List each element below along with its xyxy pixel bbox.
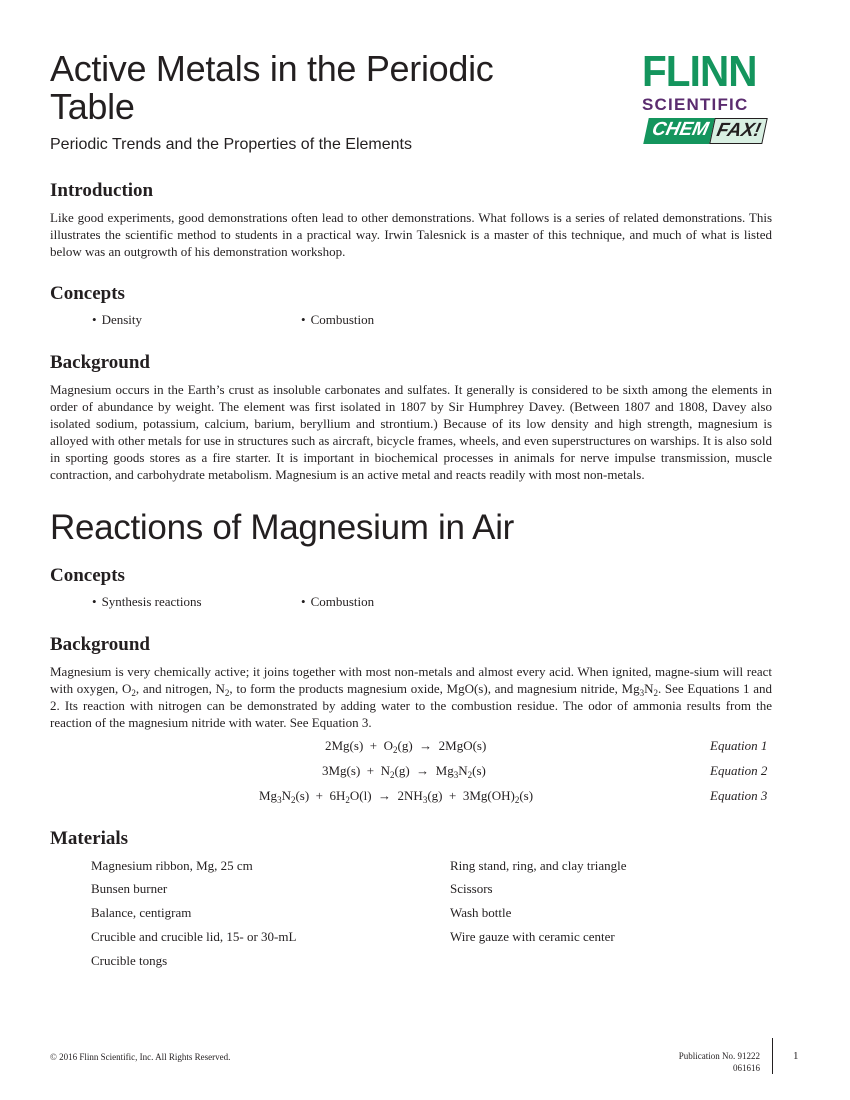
logo-fax-text: FAX! [709, 118, 768, 144]
concept-item-synthesis: • Synthesis reactions [92, 594, 202, 610]
concept-item-density: • Density [92, 312, 142, 328]
footer-publication [600, 1050, 760, 1074]
introduction-heading: Introduction [50, 180, 154, 201]
material-item: Wash bottle [450, 905, 512, 920]
footer-divider [772, 1038, 773, 1074]
material-item: Bunsen burner [91, 881, 168, 896]
concepts-heading-2: Concepts [50, 565, 125, 586]
material-item: Balance, centigram [91, 905, 192, 920]
equation-1-label: Equation 1 [710, 738, 768, 753]
material-item: Scissors [450, 881, 493, 896]
materials-heading: Materials [50, 828, 129, 849]
document-title [50, 50, 494, 126]
page-number: 1 [793, 1050, 799, 1062]
logo-chem-text: CHEM [643, 118, 716, 144]
material-item: Ring stand, ring, and clay triangle [450, 858, 627, 873]
logo-scientific-text: SCIENTIFIC [642, 95, 749, 114]
footer-copyright: © 2016 Flinn Scientific, Inc. All Rights Reserved. [50, 1052, 231, 1062]
concept-item-combustion: • Combustion [301, 312, 374, 328]
equation-3-label: Equation 3 [710, 788, 768, 803]
logo-chemfax-badge [646, 118, 765, 144]
background-heading-1: Background [50, 352, 150, 373]
material-item: Magnesium ribbon, Mg, 25 cm [91, 858, 253, 873]
material-item: Wire gauze with ceramic center [450, 929, 615, 944]
equation-1: $2Mg(s) + O_2(g) \to 2MgO(s)$ [325, 738, 487, 755]
background-text-1: Magnesium occurs in the Earth’s crust as insoluble carbonates and sulfates. It generally is considered to be sixth among the elements in order of abundance by weight. The element was first isolated in 1807 by Sir Humphrey Davey. (Between 1807 and 1808, Davey also isolated sodium, potassium, calcium, barium, beryllium and strontium.) Because of its low density and high strength, magnesium is alloyed with other metals for use in structures such as aircraft, bicycle frames, wheels, and even superstructures on warships. It is also sold in sporting goods stores as a fire starter. It is important in biochemical processes in animals for nerve impulse transmission, muscle contraction, and carbohydrate metabolism. Magnesium is an active metal and reacts readily with most non-metals. [50, 382, 772, 482]
equation-3: $Mg_3N_2(s) + 6H_2O(l) \to 2NH_3(g) + 3Mg(OH)_2(s)$ [259, 788, 534, 805]
concepts-heading-1: Concepts [50, 283, 125, 304]
document-subtitle: Periodic Trends and the Properties of the Elements [50, 136, 412, 153]
equation-2: $3Mg(s) + N_2(g) \to Mg_3N_2(s)$ [322, 763, 486, 780]
background-text-2: Magnesium is very chemically active; it joins together with most non-metals and almost every acid. When ignited, magne-sium will react with oxygen, $O_2$, and nitrogen, $N_2$, to form the products magnesium oxide, MgO(s), and magnesium nitride, $Mg_3N_2$. See Equations 1 and 2. Its reaction with nitrogen can be demonstrated by adding water to the combustion residue. The odor of ammonia results from the reaction of the magnesium nitride with water. See Equation 3. [50, 664, 772, 730]
equation-2-label: Equation 2 [710, 763, 768, 778]
logo-flinn-text: FLINN [642, 47, 757, 96]
material-item: Crucible and crucible lid, 15- or 30-mL [91, 929, 297, 944]
flinn-chemfax-logo [640, 47, 810, 150]
background-heading-2: Background [50, 634, 150, 655]
concept-item-combustion-2: • Combustion [301, 594, 374, 610]
material-item: Crucible tongs [91, 953, 168, 968]
title-line-1: Active Metals in the Periodic [50, 48, 494, 89]
section-title-reactions: Reactions of Magnesium in Air [50, 508, 515, 547]
publication-number: Publication No. 91222 [678, 1051, 760, 1061]
introduction-text: Like good experiments, good demonstrations often lead to other demonstrations. What follows is a series of related demonstrations. This illustrates the scientific method to students in a practical way. Irwin Talesnick is a master of this technique, and much of what is listed below was an outgrowth of his demonstration workshop. [50, 210, 772, 259]
title-line-2: Table [50, 86, 135, 127]
publication-code: 061616 [733, 1063, 760, 1073]
